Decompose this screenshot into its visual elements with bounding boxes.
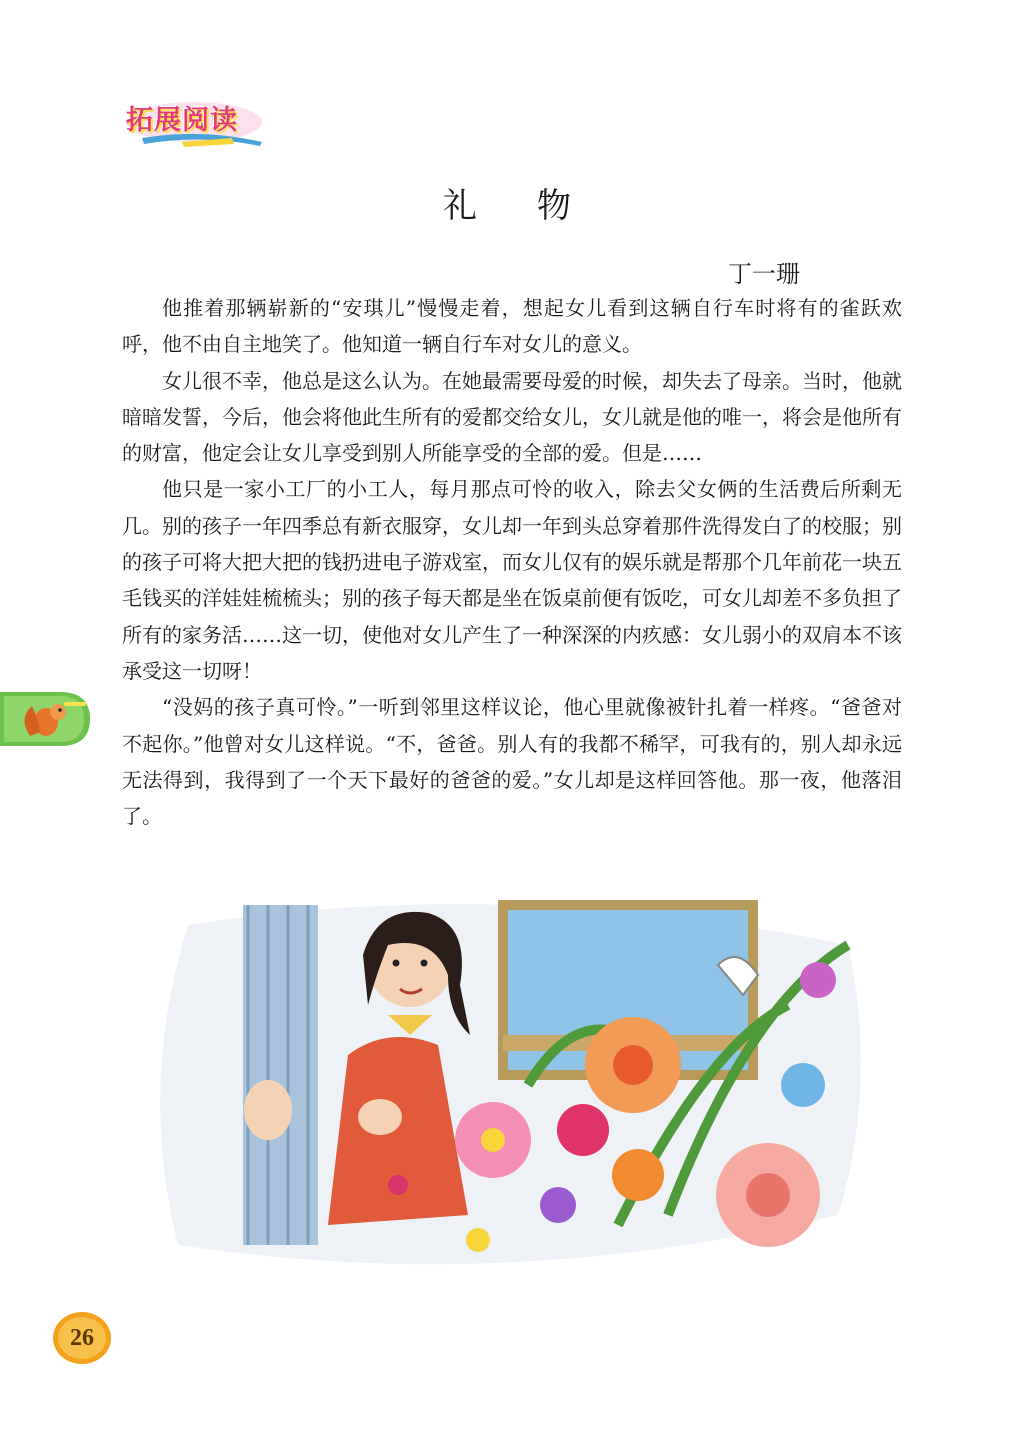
section-banner bbox=[122, 92, 272, 152]
page-number: 26 bbox=[70, 1325, 94, 1351]
girl-flowers-image bbox=[148, 885, 868, 1280]
illustration-girl-with-flowers bbox=[148, 885, 868, 1280]
author-name: 丁一珊 bbox=[728, 260, 800, 288]
paragraph: 他只是一家小工厂的小工人，每月那点可怜的收入，除去父女俩的生活费后所剩无几。别的孩子一年四季总有新衣服穿，女儿却一年到头总穿着那件洗得发白了的校服；别的孩子可将大把大把的钱扔进电子游戏室，而女儿仅有的娱乐就是帮那个几年前花一块五毛钱买的洋娃娃梳梳头；别的孩子每天都是坐在饭桌前便有饭吃，可女儿却差不多负担了所有的家务活……这一切，使他对女儿产生了一种深深的内疚感：女儿弱小的双肩本不该承受这一切呀！ bbox=[122, 477, 902, 683]
page-number-badge bbox=[52, 1310, 112, 1366]
article-title: 礼物 bbox=[443, 186, 631, 226]
article-body bbox=[122, 290, 902, 834]
paragraph: 他推着那辆崭新的“安琪儿”慢慢走着，想起女儿看到这辆自行车时将有的雀跃欢呼，他不由自主地笑了。他知道一辆自行车对女儿的意义。 bbox=[122, 296, 902, 357]
paragraph: “没妈的孩子真可怜。”一听到邻里这样议论，他心里就像被针扎着一样疼。“爸爸对不起你。”他曾对女儿这样说。“不，爸爸。别人有的我都不稀罕，可我有的，别人却永远无法得到，我得到了一个天下最好的爸爸的爱。”女儿却是这样回答他。那一夜，他落泪了。 bbox=[122, 695, 902, 829]
side-tab bbox=[0, 688, 92, 750]
paragraph: 女儿很不幸，他总是这么认为。在她最需要母爱的时候，却失去了母亲。当时，他就暗暗发誓，今后，他会将他此生所有的爱都交给女儿，女儿就是他的唯一，将会是他所有的财富，他定会让女儿享受到别人所能享受的全部的爱。但是…… bbox=[122, 368, 902, 466]
squirrel-tab-icon bbox=[0, 688, 92, 750]
section-banner-label: 拓展阅读 bbox=[126, 105, 238, 136]
